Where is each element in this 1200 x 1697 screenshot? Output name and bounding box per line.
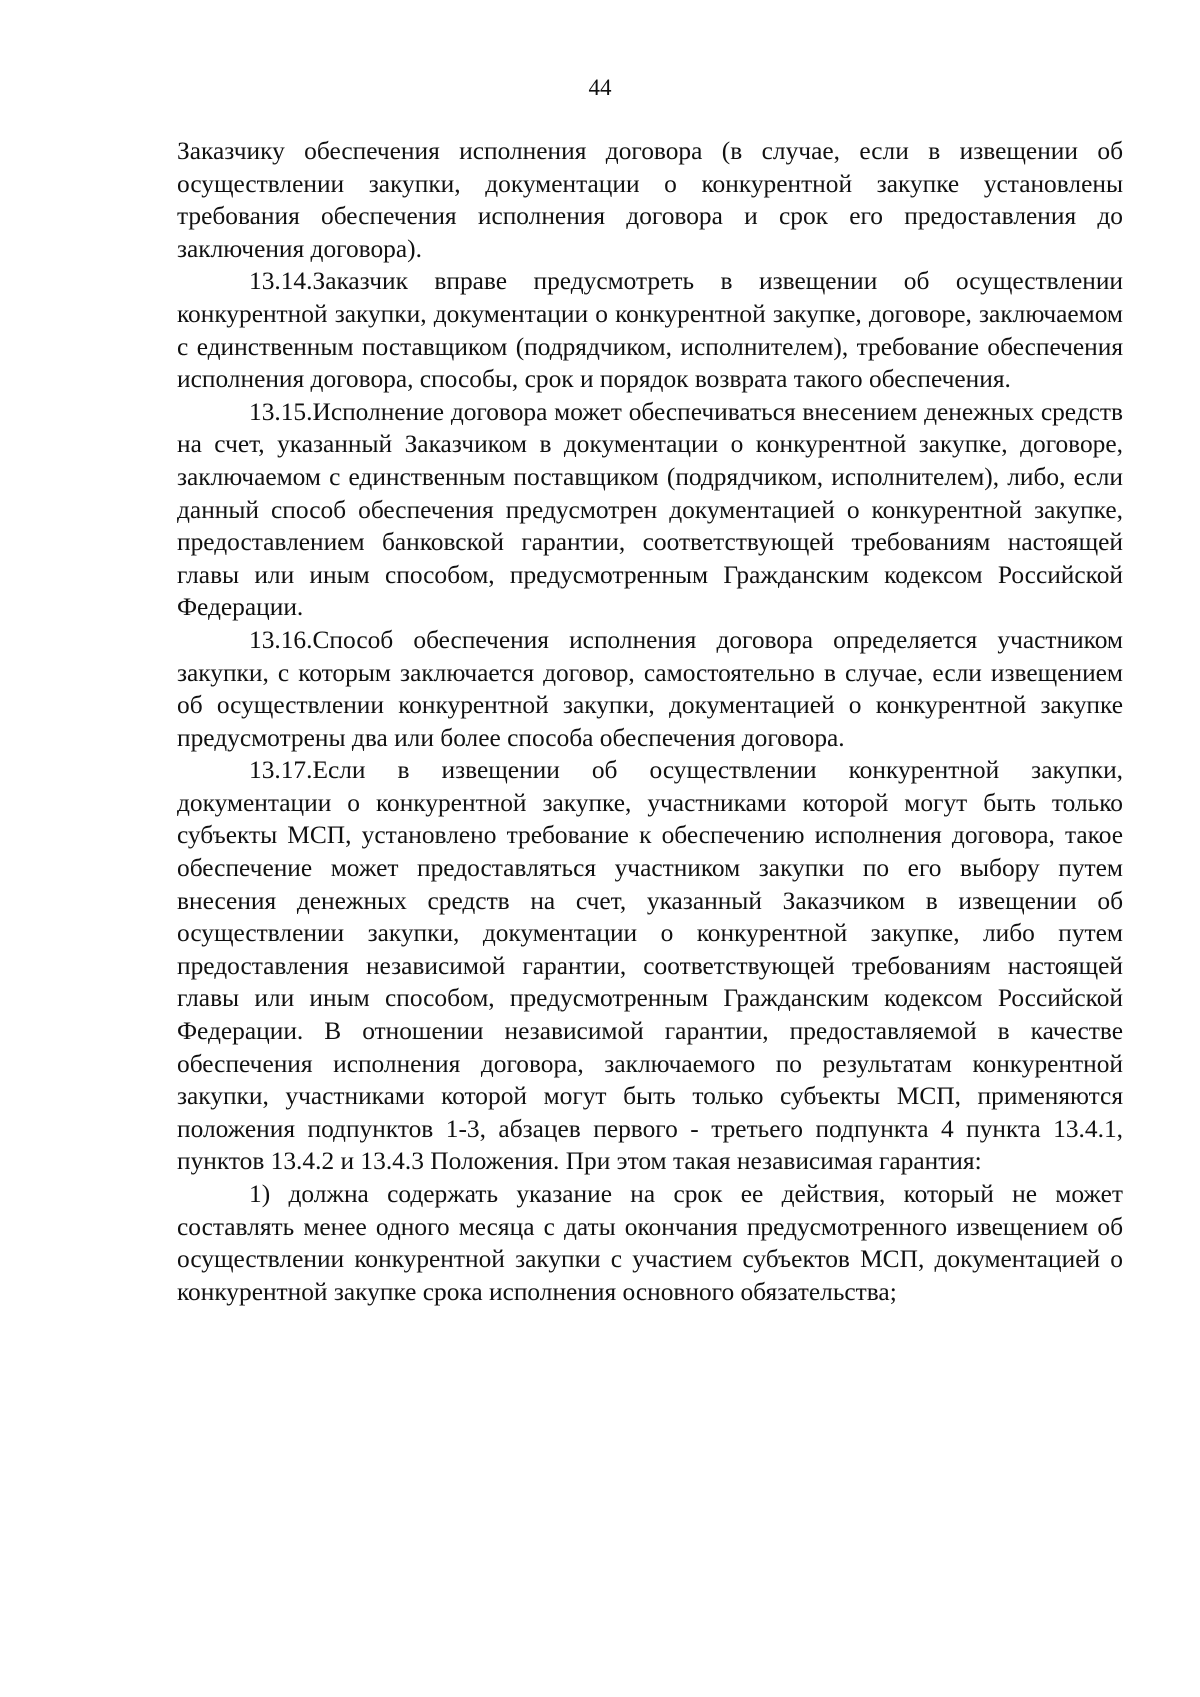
document-body — [177, 135, 1123, 1308]
paragraph-continuation: Заказчику обеспечения исполнения договора (в случае, если в извещении об осуществлении закупки, документации о конкурентной закупке установлены требования обеспечения исполнения договора и срок его предоставления до заключения договора). — [177, 137, 1123, 263]
page-number: 44 — [588, 75, 612, 100]
paragraph-13-14: 13.14.Заказчик вправе предусмотреть в извещении об осуществлении конкурентной закупки, документации о конкурентной закупке, договоре, заключаемом с единственным поставщиком (подрядчиком, исполнителем), требование обеспечения исполнения договора, способы, срок и порядок возврата такого обеспечения. — [177, 267, 1123, 394]
paragraph-13-16: 13.16.Способ обеспечения исполнения договора определяется участником закупки, с которым заключается договор, самостоятельно в случае, если извещением об осуществлении конкурентной закупки, документацией о конкурентной закупке предусмотрены два или более способа обеспечения договора. — [177, 625, 1123, 752]
paragraph-13-17: 13.17.Если в извещении об осуществлении конкурентной закупки, документации о конкурентной закупке, участниками которой могут быть только субъекты МСП, установлено требование к обеспечению исполнения договора, такое обеспечение может предоставляться участником закупки по его выбору путем внесения денежных средств на счет, указанный Заказчиком в извещении об осуществлении закупки, документации о конкурентной закупке, либо путем предоставления независимой гарантии, соответствующей требованиям настоящей главы или иным способом, предусмотренным Гражданским кодексом Российской Федерации. В отношении независимой гарантии, предоставляемой в качестве обеспечения исполнения договора, заключаемого по результатам конкурентной закупки, участниками которой могут быть только субъекты МСП, применяются положения подпунктов 1-3, абзацев первого - третьего подпункта 4 пункта 13.4.1, пунктов 13.4.2 и 13.4.3 Положения. При этом такая независимая гарантия: — [177, 756, 1123, 1176]
paragraph-13-15: 13.15.Исполнение договора может обеспечиваться внесением денежных средств на счет, указанный Заказчиком в документации о конкурентной закупке, договоре, заключаемом с единственным поставщиком (подрядчиком, исполнителем), либо, если данный способ обеспечения предусмотрен документацией о конкурентной закупке, предоставлением банковской гарантии, соответствующей требованиям настоящей главы или иным способом, предусмотренным Гражданским кодексом Российской Федерации. — [177, 397, 1123, 622]
paragraph-item-1: 1) должна содержать указание на срок ее действия, который не может составлять менее одного месяца с даты окончания предусмотренного извещением об осуществлении конкурентной закупки с участием субъектов МСП, документацией о конкурентной закупке срока исполнения основного обязательства; — [177, 1180, 1123, 1306]
